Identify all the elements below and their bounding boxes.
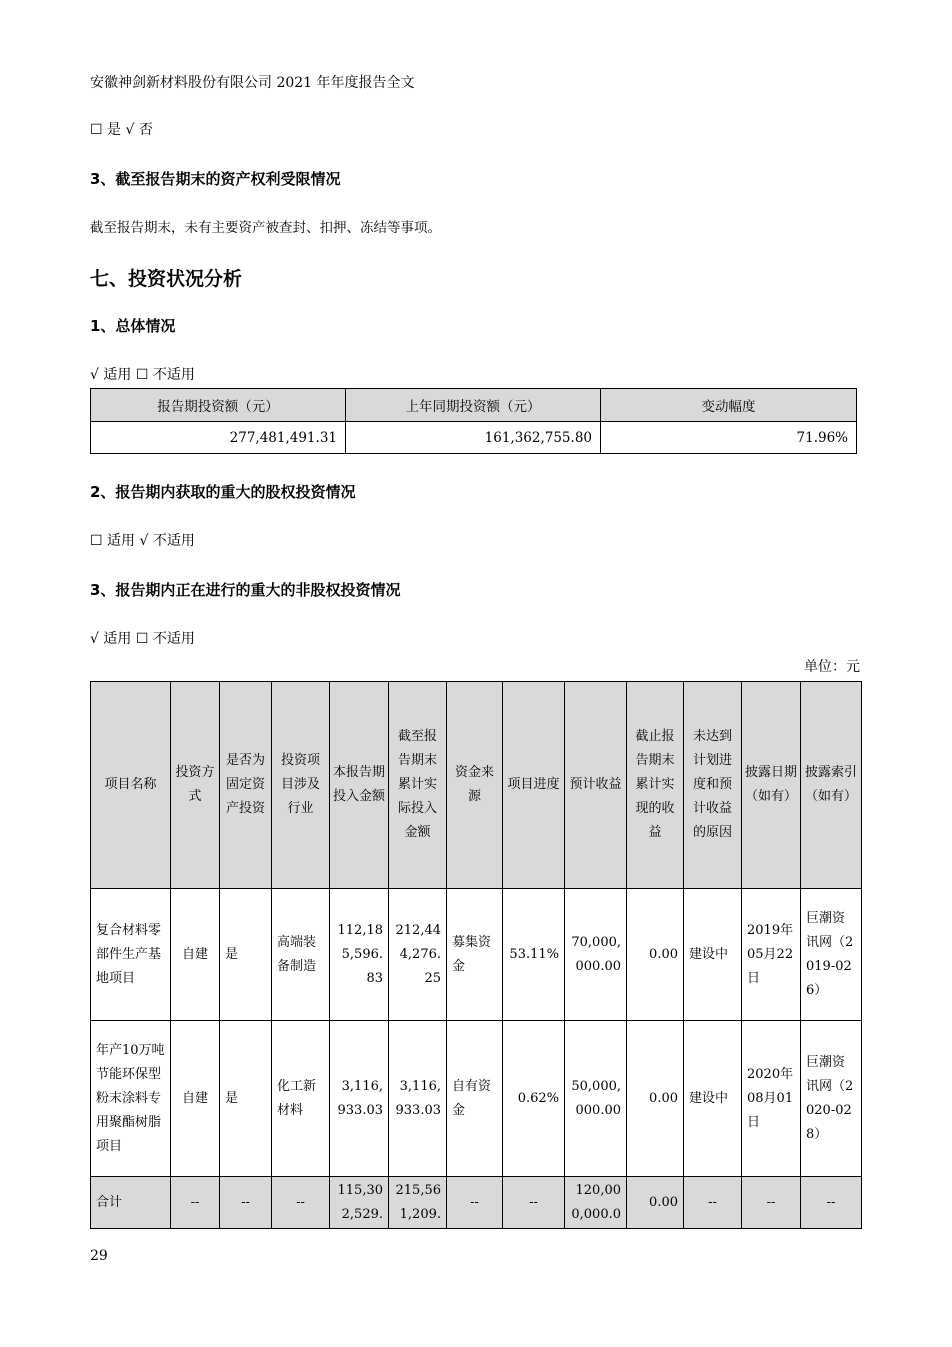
total-cell: --: [272, 1177, 330, 1229]
reason-cell: 建设中: [684, 1021, 742, 1177]
total-cell: --: [220, 1177, 272, 1229]
header-cell: 披露日期（如有）: [742, 682, 801, 889]
header-cell: 未达到计划进度和预计收益的原因: [684, 682, 742, 889]
table-row: [91, 889, 862, 1021]
header-cell: 本报告期投入金额: [330, 682, 389, 889]
prior-investment-amount: 161,362,755.80: [346, 422, 601, 454]
current-amount-cell: 112,185,596.83: [330, 889, 389, 1021]
total-cell: --: [742, 1177, 801, 1229]
current-investment-amount: 277,481,491.31: [91, 422, 346, 454]
header-cell: 是否为固定资产投资: [220, 682, 272, 889]
total-cell: --: [503, 1177, 565, 1229]
total-realized-return-cell: 0.00: [627, 1177, 684, 1229]
progress-cell: 53.11%: [503, 889, 565, 1021]
page-number: 29: [90, 1248, 108, 1264]
header-cell: 投资方式: [171, 682, 220, 889]
section-title-non-equity-investment: 3、报告期内正在进行的重大的非股权投资情况: [90, 581, 401, 599]
fixed-asset-flag-cell: 是: [220, 889, 272, 1021]
funding-source-cell: 募集资金: [447, 889, 503, 1021]
total-expected-return: 120,000,000.0: [571, 1182, 621, 1222]
header-cell: 截至报告期末累计实际投入金额: [389, 682, 447, 889]
section-title-restricted-assets: 3、截至报告期末的资产权利受限情况: [90, 170, 341, 188]
overall-investment-table: [90, 388, 857, 454]
industry-cell: 高端装备制造: [272, 889, 330, 1021]
total-cumulative-amount-cell: [389, 1177, 447, 1229]
total-cell: --: [171, 1177, 220, 1229]
header-cell: 截止报告期末累计实现的收益: [627, 682, 684, 889]
report-header: 安徽神剑新材料股份有限公司 2021 年年度报告全文: [90, 75, 415, 91]
header-cell: 变动幅度: [601, 389, 857, 422]
header-cell: 资金来源: [447, 682, 503, 889]
header-cell: 报告期投资额（元）: [91, 389, 346, 422]
section-title-investment-analysis: 七、投资状况分析: [90, 268, 243, 290]
total-label-cell: 合计: [91, 1177, 171, 1229]
checkbox-line-overall: √ 适用 ☐ 不适用: [90, 367, 195, 383]
table-total-row: [91, 1177, 862, 1229]
reason-cell: 建设中: [684, 889, 742, 1021]
header-cell: 预计收益: [565, 682, 627, 889]
checkbox-line-restricted: ☐ 是 √ 否: [90, 122, 153, 138]
current-amount-cell: 3,116,933.03: [330, 1021, 389, 1177]
total-current-amount: 115,302,529.: [337, 1182, 383, 1222]
header-cell: 投资项目涉及行业: [272, 682, 330, 889]
total-cumulative-amount: 215,561,209.: [395, 1182, 441, 1222]
change-rate: 71.96%: [601, 422, 857, 454]
header-cell: 上年同期投资额（元）: [346, 389, 601, 422]
project-name-cell: 年产10万吨节能环保型粉末涂料专用聚酯树脂项目: [91, 1021, 171, 1177]
project-name-cell: 复合材料零部件生产基地项目: [91, 889, 171, 1021]
realized-return-cell: 0.00: [627, 889, 684, 1021]
unit-label: 单位：元: [804, 659, 860, 675]
expected-return-cell: 50,000,000.00: [565, 1021, 627, 1177]
table-header-row: [91, 389, 857, 422]
table-row: [91, 422, 857, 454]
investment-method-cell: 自建: [171, 889, 220, 1021]
expected-return-cell: 70,000,000.00: [565, 889, 627, 1021]
total-cell: --: [684, 1177, 742, 1229]
funding-source-cell: 自有资金: [447, 1021, 503, 1177]
total-cell: --: [447, 1177, 503, 1229]
total-cell: --: [801, 1177, 862, 1229]
header-cell: 项目进度: [503, 682, 565, 889]
section-title-equity-investment: 2、报告期内获取的重大的股权投资情况: [90, 483, 356, 501]
progress-cell: 0.62%: [503, 1021, 565, 1177]
table-header-row: [91, 682, 862, 889]
investment-method-cell: 自建: [171, 1021, 220, 1177]
disclosure-date-cell: 2019年05月22日: [742, 889, 801, 1021]
restricted-assets-text: 截至报告期末，未有主要资产被查封、扣押、冻结等事项。: [90, 220, 441, 236]
table-row: [91, 1021, 862, 1177]
cumulative-amount-cell: 3,116,933.03: [389, 1021, 447, 1177]
checkbox-line-non-equity: √ 适用 ☐ 不适用: [90, 631, 195, 647]
realized-return-cell: 0.00: [627, 1021, 684, 1177]
disclosure-index-cell: 巨潮资讯网（2019-026）: [801, 889, 862, 1021]
fixed-asset-flag-cell: 是: [220, 1021, 272, 1177]
disclosure-date-cell: 2020年08月01日: [742, 1021, 801, 1177]
industry-cell: 化工新材料: [272, 1021, 330, 1177]
total-expected-return-cell: [565, 1177, 627, 1229]
total-current-amount-cell: [330, 1177, 389, 1229]
non-equity-investment-table: [90, 681, 862, 1229]
checkbox-line-equity: ☐ 适用 √ 不适用: [90, 533, 195, 549]
header-cell: 项目名称: [91, 682, 171, 889]
cumulative-amount-cell: 212,444,276.25: [389, 889, 447, 1021]
section-title-overall: 1、总体情况: [90, 317, 176, 335]
disclosure-index-cell: 巨潮资讯网（2020-028）: [801, 1021, 862, 1177]
header-cell: 披露索引（如有）: [801, 682, 862, 889]
